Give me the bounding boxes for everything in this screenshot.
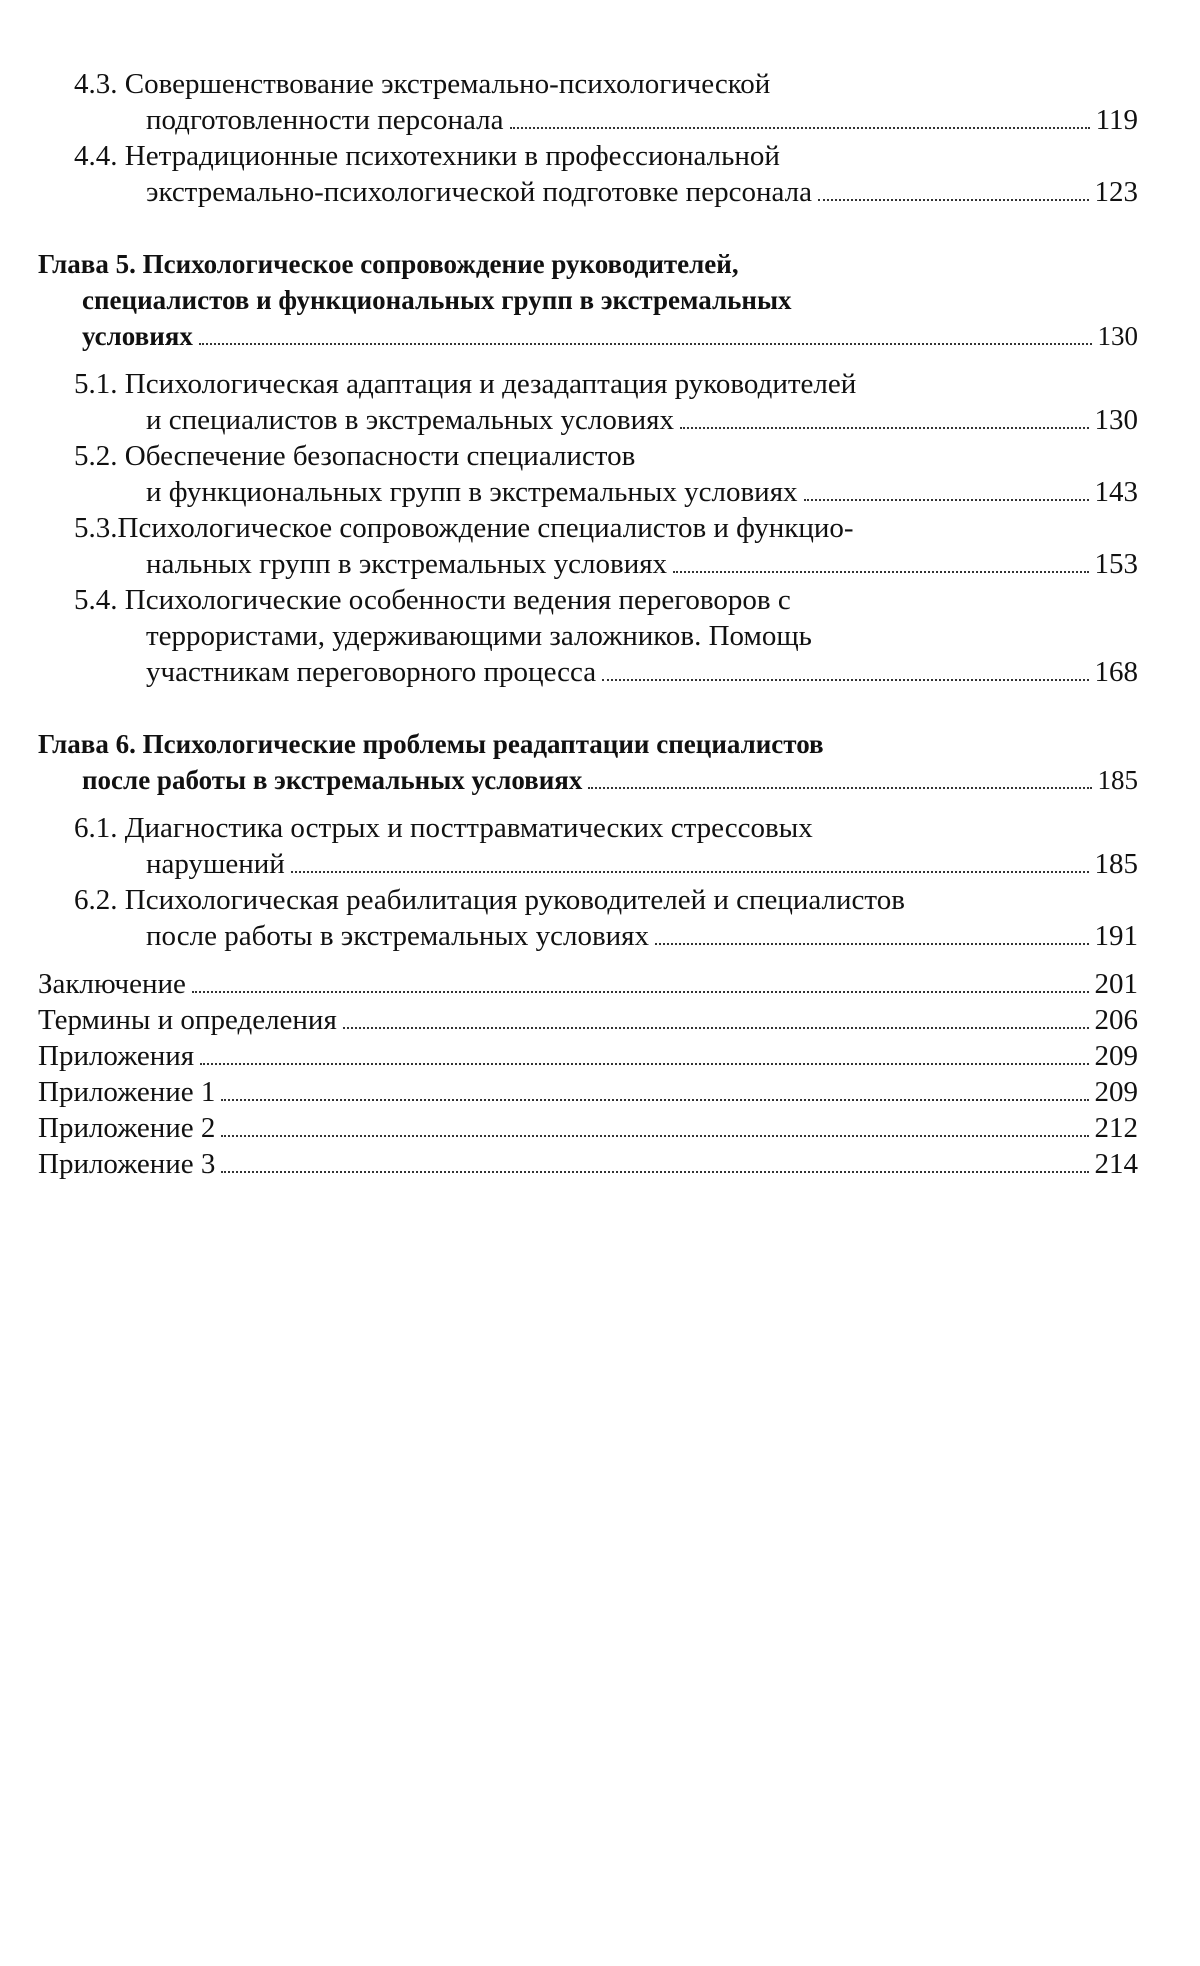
spacer — [38, 954, 1138, 966]
spacer — [38, 798, 1138, 810]
dot-leader — [510, 127, 1090, 129]
page-number: 185 — [1097, 765, 1138, 795]
toc-section — [38, 366, 1138, 438]
table-of-contents — [38, 66, 1138, 1182]
toc-line-text: и специалистов в экстремальных условиях — [146, 404, 674, 436]
toc-section — [38, 138, 1138, 210]
toc-line-text: Приложение 1 — [38, 1076, 216, 1108]
toc-section — [38, 582, 1138, 690]
spacer — [38, 210, 1138, 246]
toc-line — [38, 1074, 1138, 1110]
toc-item — [38, 1110, 1138, 1146]
dot-leader — [602, 679, 1088, 681]
toc-line-text: 6.1. Диагностика острых и посттравматических стрессовых — [74, 812, 813, 844]
dot-leader — [343, 1027, 1089, 1029]
toc-line — [38, 102, 1138, 138]
toc-section — [38, 510, 1138, 582]
spacer — [38, 690, 1138, 726]
page-number: 143 — [1094, 476, 1138, 508]
toc-line-text: 5.2. Обеспечение безопасности специалистов — [74, 440, 636, 472]
toc-line-text: 5.1. Психологическая адаптация и дезадаптация руководителей — [74, 368, 857, 400]
toc-chapter — [38, 726, 1138, 798]
toc-line — [38, 1002, 1138, 1038]
page-number: 214 — [1094, 1148, 1138, 1180]
toc-line — [38, 1110, 1138, 1146]
toc-line — [38, 438, 1138, 474]
toc-line — [38, 582, 1138, 618]
dot-leader — [588, 787, 1091, 789]
dot-leader — [221, 1099, 1088, 1101]
toc-section — [38, 810, 1138, 882]
toc-line — [38, 810, 1138, 846]
toc-line — [38, 474, 1138, 510]
toc-line — [38, 618, 1138, 654]
toc-line — [38, 918, 1138, 954]
toc-line-text: Глава 5. Психологическое сопровождение руководителей, — [38, 249, 739, 279]
toc-line-text: после работы в экстремальных условиях — [146, 920, 650, 952]
toc-line-text: участникам переговорного процесса — [146, 656, 597, 688]
dot-leader — [291, 871, 1089, 873]
dot-leader — [673, 571, 1088, 573]
toc-line-text: Приложения — [38, 1040, 195, 1072]
dot-leader — [655, 943, 1088, 945]
toc-line — [38, 966, 1138, 1002]
toc-line-text: 4.3. Совершенствование экстремально-психологической — [74, 68, 771, 100]
dot-leader — [818, 199, 1089, 201]
toc-line — [38, 246, 1138, 282]
dot-leader — [804, 499, 1089, 501]
toc-line-text: Приложение 2 — [38, 1112, 216, 1144]
page-number: 123 — [1094, 176, 1138, 208]
toc-line-text: после работы в экстремальных условиях — [82, 765, 583, 795]
toc-line — [38, 318, 1138, 354]
toc-line-text: 5.4. Психологические особенности ведения переговоров с — [74, 584, 791, 616]
toc-line-text: 6.2. Психологическая реабилитация руководителей и специалистов — [74, 884, 905, 916]
toc-line-text: и функциональных групп в экстремальных условиях — [146, 476, 798, 508]
toc-line-text: специалистов и функциональных групп в экстремальных — [82, 285, 792, 315]
toc-chapter — [38, 246, 1138, 354]
page-number: 185 — [1094, 848, 1138, 880]
page-number: 130 — [1097, 321, 1138, 351]
dot-leader — [221, 1171, 1088, 1173]
toc-item — [38, 1146, 1138, 1182]
page-number: 130 — [1094, 404, 1138, 436]
toc-line-text: подготовленности персонала — [146, 104, 504, 136]
toc-line-text: Термины и определения — [38, 1004, 337, 1036]
toc-line — [38, 1038, 1138, 1074]
toc-line — [38, 654, 1138, 690]
spacer — [38, 354, 1138, 366]
page-number: 201 — [1094, 968, 1138, 1000]
dot-leader — [192, 991, 1089, 993]
toc-line — [38, 882, 1138, 918]
toc-line-text: условиях — [82, 321, 193, 351]
toc-line — [38, 1146, 1138, 1182]
toc-line-text: 4.4. Нетрадиционные психотехники в профессиональной — [74, 140, 780, 172]
toc-line — [38, 366, 1138, 402]
toc-section — [38, 882, 1138, 954]
toc-line-text: нальных групп в экстремальных условиях — [146, 548, 668, 580]
toc-line-text: нарушений — [146, 848, 285, 880]
toc-line — [38, 282, 1138, 318]
page-number: 191 — [1094, 920, 1138, 952]
toc-line — [38, 546, 1138, 582]
dot-leader — [221, 1135, 1088, 1137]
toc-line-text: Заключение — [38, 968, 186, 1000]
toc-line — [38, 726, 1138, 762]
toc-line — [38, 174, 1138, 210]
page-number: 206 — [1094, 1004, 1138, 1036]
toc-section — [38, 438, 1138, 510]
toc-item — [38, 1074, 1138, 1110]
toc-line — [38, 138, 1138, 174]
toc-line-text: Приложение 3 — [38, 1148, 216, 1180]
dot-leader — [680, 427, 1089, 429]
page-number: 119 — [1095, 104, 1138, 136]
toc-line — [38, 402, 1138, 438]
dot-leader — [199, 343, 1092, 345]
toc-line — [38, 846, 1138, 882]
toc-item — [38, 966, 1138, 1002]
page-number: 209 — [1094, 1040, 1138, 1072]
toc-line — [38, 510, 1138, 546]
page-number: 209 — [1094, 1076, 1138, 1108]
dot-leader — [200, 1063, 1088, 1065]
toc-line-text: террористами, удерживающими заложников. Помощь — [146, 620, 812, 652]
page-number: 212 — [1094, 1112, 1138, 1144]
toc-line-text: экстремально-психологической подготовке персонала — [146, 176, 812, 208]
toc-section — [38, 66, 1138, 138]
page-number: 153 — [1094, 548, 1138, 580]
page-number: 168 — [1094, 656, 1138, 688]
toc-line — [38, 762, 1138, 798]
toc-item — [38, 1038, 1138, 1074]
toc-item — [38, 1002, 1138, 1038]
toc-line-text: 5.3.Психологическое сопровождение специалистов и функцио- — [74, 512, 854, 544]
toc-line — [38, 66, 1138, 102]
toc-line-text: Глава 6. Психологические проблемы реадаптации специалистов — [38, 729, 824, 759]
